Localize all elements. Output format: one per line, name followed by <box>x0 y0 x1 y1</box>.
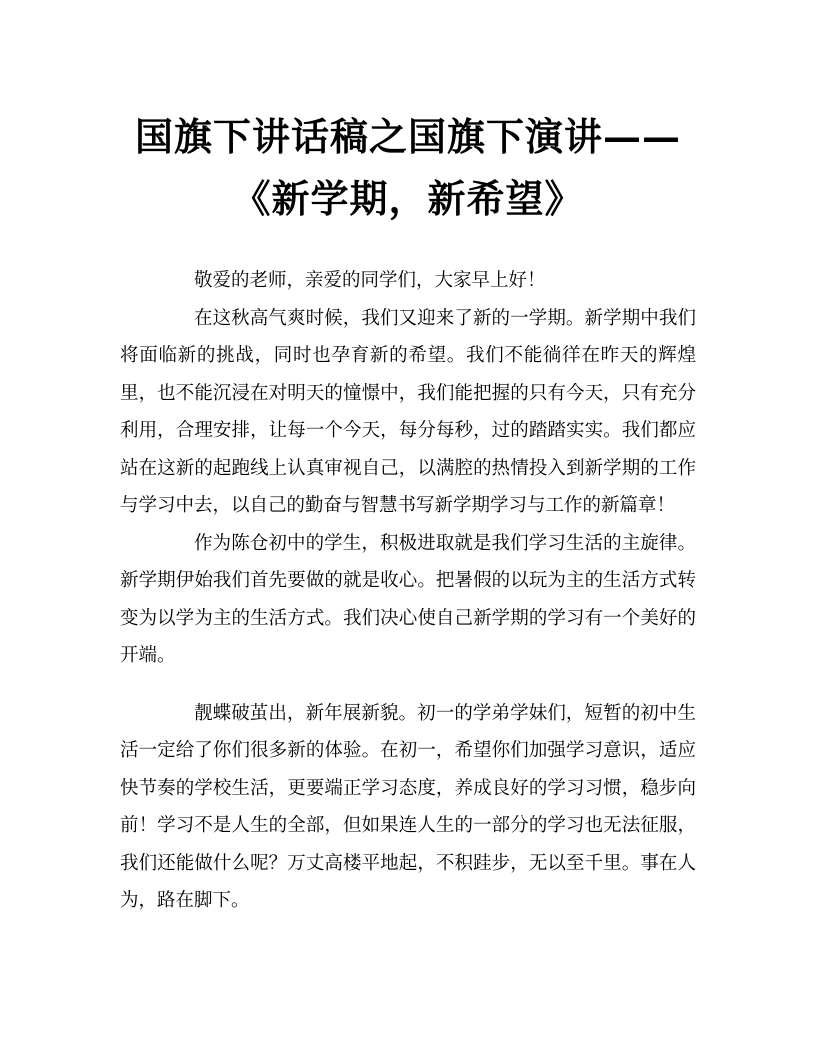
paragraph-first-year-advice: 靓蝶破茧出，新年展新貌。初一的学弟学妹们，短暂的初中生活一定给了你们很多新的体验。在初一，希望你们加强学习意识，适应快节奏的学校生活，更要端正学习态度，养成良好的学习习惯，稳步向前！学习不是人生的全部，但如果连人生的一部分的学习也无法征服，我们还能做什么呢？万丈高楼平地起，不积跬步，无以至千里。事在人为，路在脚下。 <box>120 702 696 911</box>
document-body <box>120 262 696 920</box>
document-title: 国旗下讲话稿之国旗下演讲——《新学期，新希望》 <box>134 114 681 221</box>
paragraph-new-semester: 在这秋高气爽时候，我们又迎来了新的一学期。新学期中我们将面临新的挑战，同时也孕育新的希望。我们不能徜徉在昨天的辉煌里，也不能沉浸在对明天的憧憬中，我们能把握的只有今天，只有充分利用，合理安排，让每一个今天，每分每秒，过的踏踏实实。我们都应站在这新的起跑线上认真审视自己，以满腔的热情投入到新学期的工作与学习中去，以自己的勤奋与智慧书写新学期学习与工作的新篇章！ <box>120 307 696 516</box>
paragraph-student-goals: 作为陈仓初中的学生，积极进取就是我们学习生活的主旋律。新学期伊始我们首先要做的就是收心。把暑假的以玩为主的生活方式转变为以学为主的生活方式。我们决心使自己新学期的学习有一个美好的开端。 <box>120 532 696 666</box>
paragraph-greeting: 敬爱的老师，亲爱的同学们，大家早上好！ <box>194 270 546 291</box>
